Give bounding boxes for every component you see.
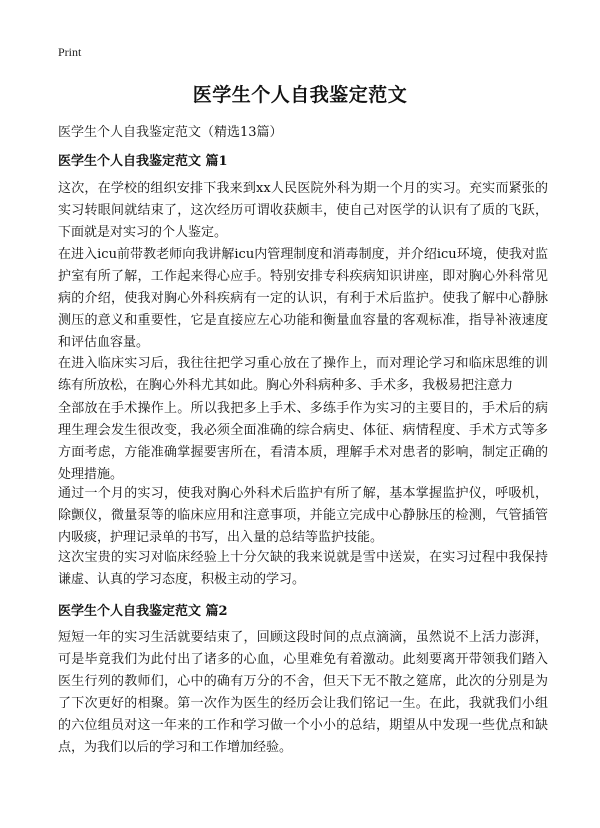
page-title: 医学生个人自我鉴定范文	[192, 84, 408, 106]
paragraph: 通过一个月的实习，使我对胸心外科术后监护有所了解，基本掌握监护仪，呼吸机，除颤仪，微量泵等的临床应用和注意事项，并能立完成中心静脉压的检测，气管插管内吸痰，护理记录单的书写，出入量的总结等监护技能。	[58, 486, 548, 545]
paragraph: 短短一年的实习生活就要结束了，回顾这段时间的点点滴滴，虽然说不上活力澎湃，可是毕竟我们为此付出了诸多的心血，心里难免有着激动。此刻要离开带领我们踏入医生行列的教师们，心中的确有万分的不舍，但天下无不散之筵席，此次的分别是为了下次更好的相聚。第一次作为医生的经历会让我们铭记一生。在此，我就我们小组的六位组员对这一年来的工作和学习做一个小小的总结，期望从中发现一些优点和缺点，为我们以后的学习和工作增加经验。	[58, 630, 548, 755]
paragraph: 在进入icu前带教老师向我讲解icu内管理制度和消毒制度，并介绍icu环境，使我对监护室有所了解，工作起来得心应手。特别安排专科疾病知识讲座，即对胸心外科常见病的介绍，使我对胸心外科疾病有一定的认识，有利于术后监护。使我了解中心静脉测压的意义和重要性，它是直接应左心功能和衡量血容量的客观标准，指导补液速度和评估血容量。	[58, 247, 548, 350]
print-link[interactable]: Print	[58, 45, 82, 59]
document-subtitle: 医学生个人自我鉴定范文（精选13篇）	[58, 125, 283, 140]
section-heading-1: 医学生个人自我鉴定范文 篇1	[58, 154, 228, 169]
section-heading-2: 医学生个人自我鉴定范文 篇2	[58, 604, 228, 619]
paragraph: 这次，在学校的组织安排下我来到xx人民医院外科为期一个月的实习。充实而紧张的实习转眼间就结束了，这次经历可谓收获颇丰，使自己对医学的认识有了质的飞跃，下面就是对实习的个人鉴定。	[58, 181, 548, 240]
paragraph: 全部放在手术操作上。所以我把多上手术、多练手作为实习的主要目的，手术后的病理生理会发生很改变，我必须全面准确的综合病史、体征、病情程度、手术方式等多方面考虑，方能准确掌握要害所在，看清本质，理解手术对患者的影响，制定正确的处理措施。	[58, 401, 548, 482]
paragraph: 在进入临床实习后，我往往把学习重心放在了操作上，而对理论学习和临床思维的训练有所放松，在胸心外科尤其如此。胸心外科病种多、手术多，我极易把注意力	[58, 356, 548, 393]
paragraph: 这次宝贵的实习对临床经验上十分欠缺的我来说就是雪中送炭，在实习过程中我保持谦虚、认真的学习态度，积极主动的学习。	[58, 550, 548, 587]
